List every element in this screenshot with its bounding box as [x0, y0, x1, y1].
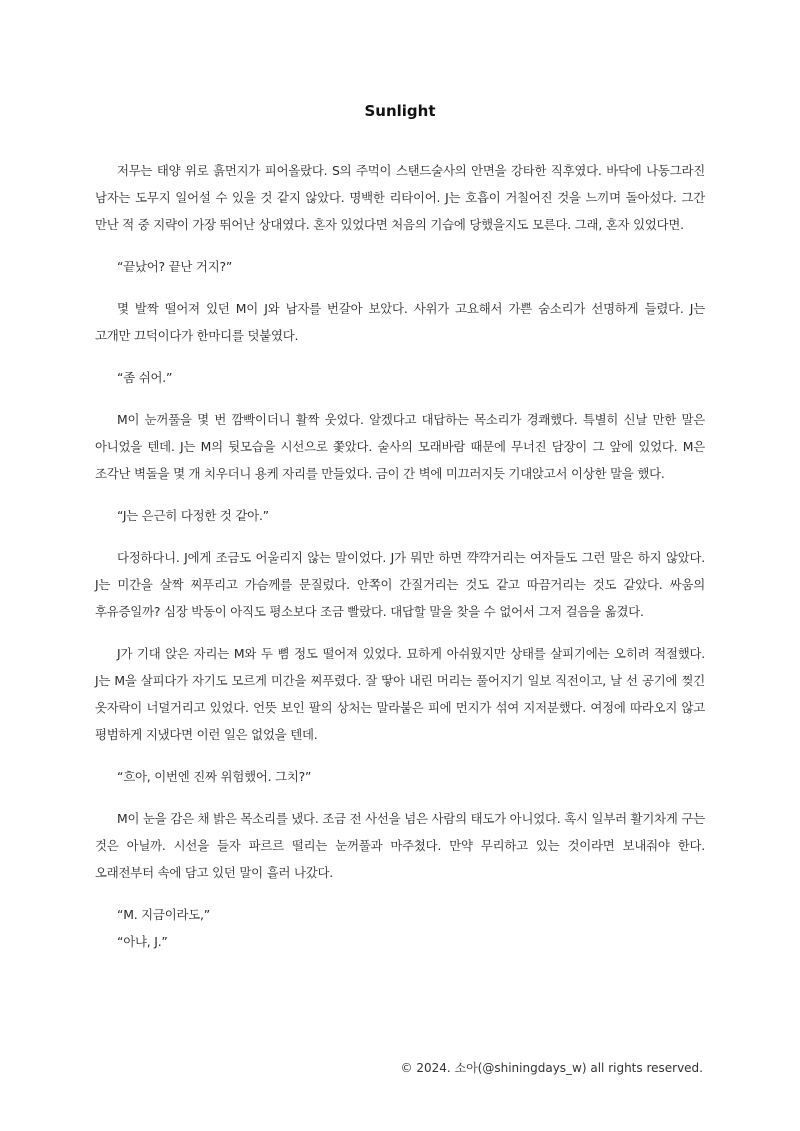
- dialogue-line: “흐아, 이번엔 진짜 위험했어. 그치?”: [117, 769, 312, 784]
- paragraph-gap: [95, 790, 705, 805]
- document-body: [95, 157, 705, 955]
- paragraph-gap: [95, 280, 705, 295]
- paragraph: 다정하다니. J에게 조금도 어울리지 않는 말이었다. J가 뭐만 하면 꺅꺅거리는 여자들도 그런 말은 하지 않았다. J는 미간을 살짝 찌푸리고 가슴께를 문질렀다. 안쪽이 간질거리는 것도 같고 따끔거리는 것도 같았다. 싸움의 후유증일까? 심장 박동이 아직도 평소보다 조금 빨랐다. 대답할 말을 찾을 수 없어서 그저 걸음을 옮겼다.: [95, 550, 705, 619]
- paragraph-gap: [95, 625, 705, 640]
- dialogue-line: “끝났어? 끝난 거지?”: [117, 259, 233, 274]
- paragraph: 몇 발짝 떨어져 있던 M이 J와 남자를 번갈아 보았다. 사위가 고요해서 가쁜 숨소리가 선명하게 들렸다. J는 고개만 끄덕이다가 한마디를 덧붙였다.: [95, 301, 705, 343]
- dialogue-line: “J는 은근히 다정한 것 같아.”: [117, 508, 269, 523]
- paragraph-gap: [95, 529, 705, 544]
- copyright-footer: © 2024. 소아(@shiningdays_w) all rights reserved.: [400, 1061, 703, 1075]
- paragraph-gap: [95, 886, 705, 901]
- paragraph-gap: [95, 238, 705, 253]
- dialogue-line: “아냐, J.”: [117, 934, 168, 949]
- dialogue-line: “M. 지금이라도,”: [117, 907, 210, 922]
- dialogue-line: “좀 쉬어.”: [117, 370, 173, 385]
- paragraph: J가 기대 앉은 자리는 M와 두 뼘 정도 떨어져 있었다. 묘하게 아쉬웠지만 상태를 살피기에는 오히려 적절했다. J는 M을 살피다가 자기도 모르게 미간을 찌푸렸다. 잘 땋아 내린 머리는 풀어지기 일보 직전이고, 날 선 공기에 찢긴 옷자락이 너덜거리고 있었다. 언뜻 보인 팔의 상처는 말라붙은 피에 먼지가 섞여 지저분했다. 여정에 따라오지 않고 평범하게 지냈다면 이런 일은 없었을 텐데.: [95, 646, 705, 742]
- paragraph-gap: [95, 487, 705, 502]
- paragraph: M이 눈을 감은 채 밝은 목소리를 냈다. 조금 전 사선을 넘은 사람의 태도가 아니었다. 혹시 일부러 활기차게 구는 것은 아닐까. 시선을 들자 파르르 떨리는 눈꺼풀과 마주쳤다. 만약 무리하고 있는 것이라면 보내줘야 한다. 오래전부터 속에 담고 있던 말이 흘러 나갔다.: [95, 811, 705, 880]
- paragraph: 저무는 태양 위로 흙먼지가 피어올랐다. S의 주먹이 스탠드술사의 안면을 강타한 직후였다. 바닥에 나동그라진 남자는 도무지 일어설 수 있을 것 같지 않았다. 명백한 리타이어. J는 호흡이 거칠어진 것을 느끼며 돌아섰다. 그간 만난 적 중 지략이 가장 뛰어난 상대였다. 혼자 있었다면 처음의 기습에 당했을지도 모른다. 그래, 혼자 있었다면.: [95, 163, 705, 232]
- paragraph: M이 눈꺼풀을 몇 번 깜빡이더니 활짝 웃었다. 알겠다고 대답하는 목소리가 경쾌했다. 특별히 신날 만한 말은 아니었을 텐데. J는 M의 뒷모습을 시선으로 쫓았다. 술사의 모래바람 때문에 무너진 담장이 그 앞에 있었다. M은 조각난 벽돌을 몇 개 치우더니 용케 자리를 만들었다. 금이 간 벽에 미끄러지듯 기대앉고서 이상한 말을 했다.: [95, 412, 705, 481]
- paragraph-gap: [95, 349, 705, 364]
- paragraph-gap: [95, 391, 705, 406]
- document-title: Sunlight: [364, 102, 436, 120]
- paragraph-gap: [95, 748, 705, 763]
